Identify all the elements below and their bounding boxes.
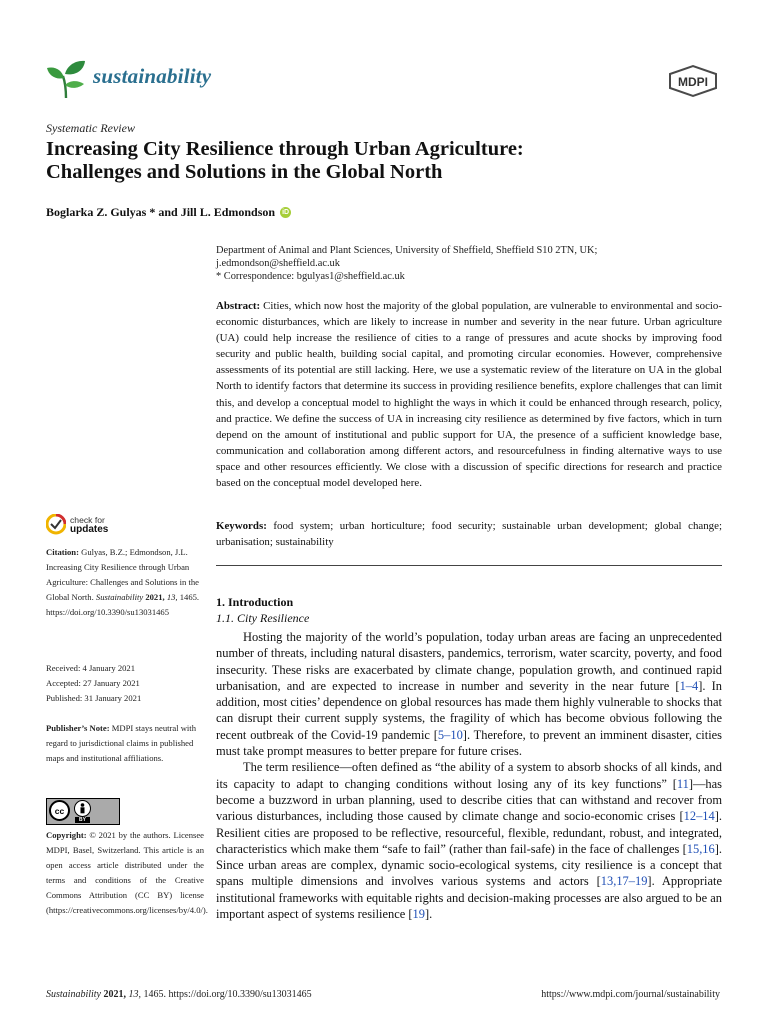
abstract-text: Cities, which now host the majority of the global population, are vulnerable to environmental and socio-economic disturbances, which are likely to increase in number and severity in the near future. Urban agriculture (UA) could help increase the resilience of cities to a range of pressures and acute shocks by improving food security and public health, building social capital, and promoting circular economies. However, comprehensive assessments of its potential are still lacking. Here, we use a systematic review of the literature on UA in the global North to identify factors that determine its success in providing resilience benefits, explore challenges that can limit this, and develop a conceptual model to highlight the ways in which it could be enhanced through research, policy, and practice. We define the success of UA in increasing city resilience as determined by five factors, which in turn depend on the amount of institutional and public support for UA, the presence of a sufficient knowledge base, communication and collaboration among different actors, and resourcefulness in finding alternative ways to use space and other resources efficiently. We close with a discussion of specific directions for research and practice based on the conceptual model developed here. (216, 300, 722, 490)
sustainability-leaf-logo (46, 58, 88, 98)
title-line-2: Challenges and Solutions in the Global North (46, 161, 443, 183)
article-type: Systematic Review (46, 121, 135, 135)
p2-text-b: ]—has become a buzzword in urban planning, used to describe cities that can withstand and recover from various disturbances, including those caused by climate change and socio-economic crises [ (216, 776, 722, 824)
accepted-date: Accepted: 27 January 2021 (46, 678, 140, 689)
citation-ref[interactable]: 15,16 (686, 841, 715, 856)
footer-year: 2021, (103, 989, 126, 1000)
citation-doi[interactable]: 1465. https://doi.org/10.3390/su13031465 (46, 592, 200, 618)
citation-year: 2021, (145, 592, 165, 603)
affiliation-block (216, 244, 726, 284)
body-text (216, 629, 722, 922)
article-title (46, 138, 686, 184)
citation-journal: Sustainability (95, 592, 144, 603)
mdpi-logo (666, 64, 720, 98)
copyright-text: © 2021 by the authors. Licensee MDPI, Basel, Switzerland. This article is an open access article distributed under the terms and conditions of the Creative Commons Attribution (CC BY) license (https://creativecommons.org/licenses/by/4.0/). (46, 830, 208, 916)
paragraph-1 (216, 629, 722, 759)
received-date: Received: 4 January 2021 (46, 663, 136, 673)
citation-block (46, 545, 204, 620)
check-updates-icon (46, 514, 66, 536)
p1-text-b: ]. In addition, most cities’ dependence on global resources has made them highly vulnerable to shocks that can disrupt their current supply systems, the fragility of which has become obvious following the recent outbreak of the Covid-19 pandemic [ (216, 678, 722, 742)
p2-text-c: ]. Resilient cities are proposed to be reflective, resourceful, flexible, redundant, robust, and integrated, characteristics which make them “safe to fail” (rather than fail-safe) in the face of challenges [ (216, 809, 722, 856)
citation-ref[interactable]: 1–4 (679, 678, 699, 693)
citation-ref[interactable]: 11 (676, 776, 689, 791)
title-line-1: Increasing City Resilience through Urban Agriculture: (46, 138, 524, 160)
p2-text-a: The term resilience—often defined as “the ability of a system to absorb shocks of all kinds, and its capacity to adapt to changing conditions without losing any of its key functions” [ (216, 760, 722, 791)
footer-doi[interactable]: 1465. https://doi.org/10.3390/su13031465 (143, 989, 312, 1000)
subsection-heading: 1.1. City Resilience (216, 611, 310, 625)
author-list (46, 205, 291, 220)
citation-ref[interactable]: 13,17–19 (600, 874, 648, 889)
copyright-label: Copyright: (46, 830, 87, 840)
footer-journal-url[interactable]: https://www.mdpi.com/journal/sustainability (541, 989, 720, 1000)
footer-volume: 13, (128, 989, 141, 1000)
cc-icon: cc (49, 800, 70, 821)
citation-volume: 13, (166, 592, 178, 603)
p1-text-c: ]. Therefore, to prevent an imminent disaster, cities must take prompt measures to better prepare for future crises. (216, 727, 723, 759)
affiliation-line-1: Department of Animal and Plant Sciences, University of Sheffield, Sheffield S10 2TN, UK; (216, 245, 598, 256)
publisher-note (46, 721, 204, 766)
publisher-name: MDPI (678, 75, 708, 89)
abstract (216, 298, 722, 491)
section-divider (216, 565, 722, 566)
orcid-icon[interactable]: iD (282, 209, 290, 216)
keywords (216, 518, 722, 550)
publisher-note-label: Publisher’s Note: (46, 723, 110, 733)
correspondence: * Correspondence: bgulyas1@sheffield.ac.uk (216, 271, 405, 283)
by-label: BY (75, 817, 90, 823)
p2-text-f: ]. (424, 907, 433, 922)
section-heading: 1. Introduction (216, 595, 294, 609)
keywords-label: Keywords: (216, 520, 267, 532)
copyright-block (46, 828, 208, 919)
check-for-updates-badge[interactable] (46, 514, 108, 536)
citation-ref[interactable]: 5–10 (437, 727, 463, 742)
p1-text-a: Hosting the majority of the world’s population, today urban areas are facing an unprecedented number of threats, including natural disasters, pandemics, terrorism, water scarcity, poverty, and food insecurity. These risks are exacerbated by climate change, population growth, and continued rapid urbanisation, and are expected to increase in number and severity in the near future [ (216, 630, 722, 693)
cc-by-license-badge[interactable] (46, 798, 120, 825)
attribution-person-icon (74, 800, 91, 817)
abstract-label: Abstract: (216, 300, 261, 312)
authors-text: Boglarka Z. Gulyas * and Jill L. Edmondson (46, 205, 276, 219)
p2-text-e: ]. Appropriate institutional frameworks with equitable rights and decision-making processes are also argued to be an important aspect of systems resilience [ (216, 874, 722, 922)
citation-label: Citation: (46, 547, 79, 557)
publisher-note-text: MDPI stays neutral with regard to jurisdictional claims in published maps and institutional affiliations. (46, 723, 196, 764)
citation-ref[interactable]: 19 (412, 907, 425, 922)
footer-journal: Sustainability (46, 989, 101, 1000)
citation-text-a: Gulyas, B.Z.; Edmondson, J.L. Increasing City Resilience through Urban Agriculture: Challenges and Solutions in the Global North. (46, 547, 199, 603)
keywords-text: food system; urban horticulture; food security; sustainable urban development; global change; urbanisation; sustainability (216, 520, 722, 549)
footer-citation (46, 989, 312, 1000)
published-date: Published: 31 January 2021 (46, 693, 142, 704)
affiliation-email[interactable]: j.edmondson@sheffield.ac.uk (216, 258, 340, 270)
journal-name: sustainability (93, 64, 212, 88)
check-updates-line-1: check for (70, 515, 105, 525)
p2-text-d: ]. Since urban areas are complex, dynamic socio-ecological systems, city resilience is a concept that spans multiple dimensions and involves various systems and actors [ (216, 841, 722, 889)
citation-ref[interactable]: 12–14 (683, 809, 715, 824)
publication-dates (46, 661, 204, 706)
paragraph-2 (216, 759, 722, 922)
check-updates-line-2: updates (70, 524, 109, 535)
